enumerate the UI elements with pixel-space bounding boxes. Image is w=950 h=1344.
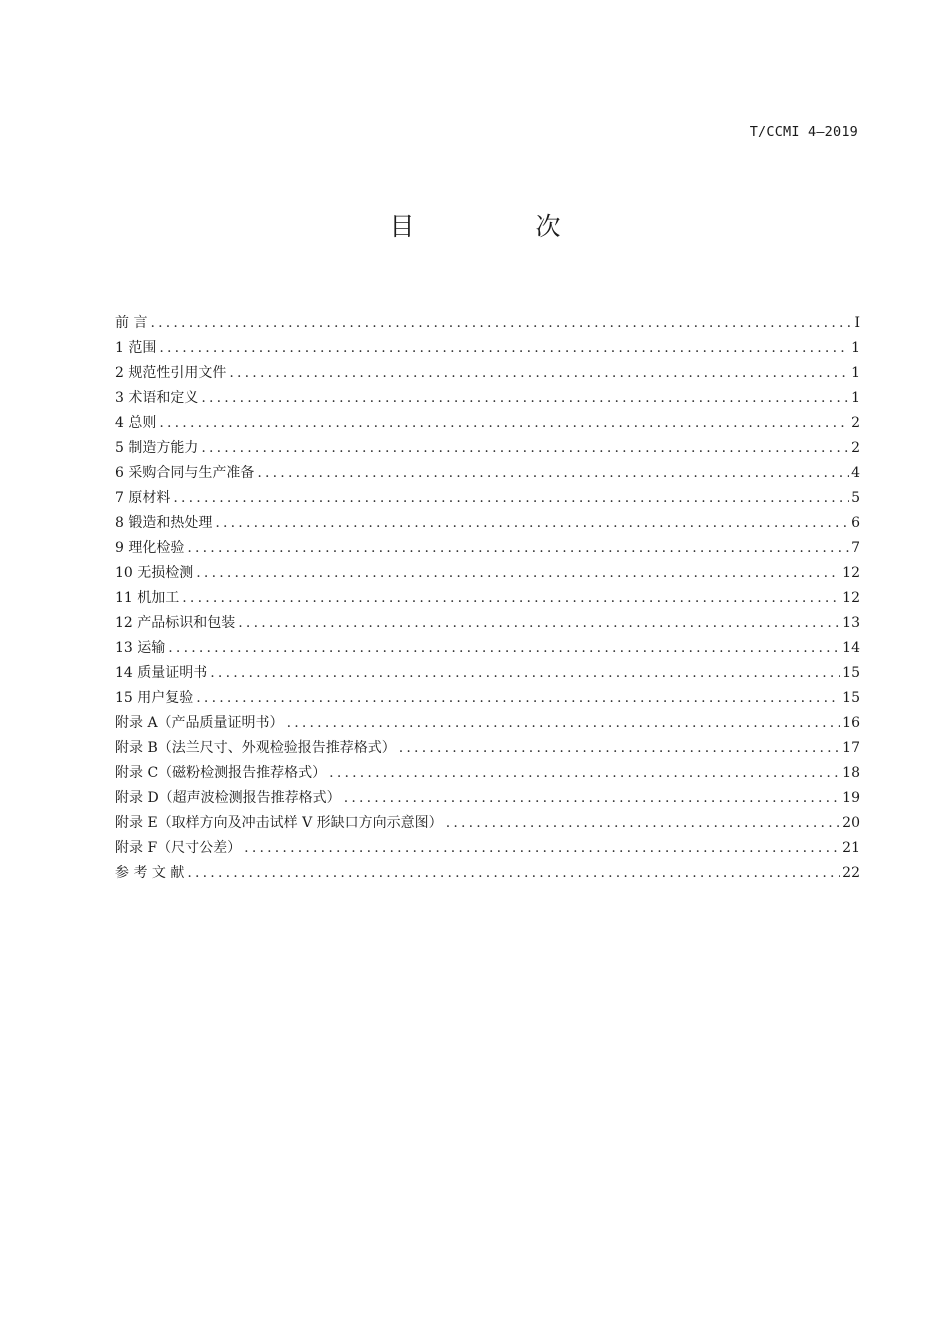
toc-entry-label: 附录 D（超声波检测报告推荐格式） [115,790,341,806]
toc-entry-label: 15 用户复验 [115,690,194,706]
document-code: T/CCMI 4—2019 [749,124,858,140]
toc-entry[interactable] [115,661,860,686]
toc-leader-dots [173,486,849,511]
toc-entry-label: 10 无损检测 [115,565,194,581]
toc-entry-label: 1 范围 [115,340,157,356]
toc-entry-label: 附录 B（法兰尺寸、外观检验报告推荐格式） [115,740,396,756]
toc-leader-dots [238,611,840,636]
toc-entry-label: 5 制造方能力 [115,440,199,456]
toc-leader-dots [344,786,840,811]
toc-entry-label: 7 原材料 [115,490,171,506]
toc-entry[interactable] [115,736,860,761]
toc-entry-label: 8 锻造和热处理 [115,515,213,531]
toc-leader-dots [196,561,840,586]
toc-entry-page: 2 [851,440,860,456]
toc-entry[interactable] [115,811,860,836]
toc-entry[interactable] [115,536,860,561]
toc-leader-dots [446,811,840,836]
toc-entry[interactable] [115,461,860,486]
toc-entry-label: 14 质量证明书 [115,665,208,681]
toc-entry[interactable] [115,586,860,611]
toc-entry-page: 12 [842,565,860,581]
toc-entry-page: 1 [851,365,860,381]
toc-entry[interactable] [115,361,860,386]
toc-entry-page: 15 [842,665,860,681]
toc-entry[interactable] [115,336,860,361]
toc-entry-page: 21 [842,840,860,856]
toc-entry-label: 附录 E（取样方向及冲击试样 V 形缺口方向示意图） [115,815,443,831]
toc-entry[interactable] [115,311,860,336]
toc-leader-dots [257,461,849,486]
toc-entry-label: 13 运输 [115,640,166,656]
table-of-contents [115,311,860,886]
toc-entry[interactable] [115,861,860,886]
toc-entry-page: 22 [842,865,860,881]
toc-leader-dots [168,636,840,661]
toc-entry[interactable] [115,761,860,786]
toc-leader-dots [159,336,849,361]
toc-entry-page: 17 [842,740,860,756]
toc-entry[interactable] [115,686,860,711]
toc-entry-label: 附录 C（磁粉检测报告推荐格式） [115,765,327,781]
toc-leader-dots [215,511,849,536]
toc-entry-label: 参 考 文 献 [115,865,185,881]
toc-entry-label: 2 规范性引用文件 [115,365,227,381]
toc-entry-page: 16 [842,715,860,731]
toc-entry[interactable] [115,511,860,536]
toc-leader-dots [244,836,840,861]
toc-leader-dots [187,536,849,561]
toc-leader-dots [329,761,840,786]
toc-entry[interactable] [115,436,860,461]
toc-leader-dots [287,711,841,736]
toc-entry-page: 7 [851,540,860,556]
toc-entry[interactable] [115,786,860,811]
toc-entry-page: 13 [842,615,860,631]
toc-entry-label: 前 言 [115,315,148,331]
toc-entry-label: 附录 F（尺寸公差） [115,840,242,856]
toc-entry-page: 19 [842,790,860,806]
toc-entry-page: 12 [842,590,860,606]
toc-entry-page: 6 [851,515,860,531]
toc-entry-label: 9 理化检验 [115,540,185,556]
toc-leader-dots [399,736,840,761]
toc-entry[interactable] [115,611,860,636]
toc-entry-page: I [854,315,860,331]
toc-leader-dots [150,311,852,336]
toc-entry[interactable] [115,411,860,436]
toc-entry-page: 14 [842,640,860,656]
toc-entry-page: 1 [851,390,860,406]
toc-entry[interactable] [115,836,860,861]
toc-entry[interactable] [115,636,860,661]
toc-entry[interactable] [115,561,860,586]
toc-entry-page: 1 [851,340,860,356]
toc-leader-dots [182,586,840,611]
toc-leader-dots [210,661,840,686]
toc-entry-page: 20 [842,815,860,831]
toc-entry-label: 4 总则 [115,415,157,431]
toc-entry-page: 2 [851,415,860,431]
toc-leader-dots [201,436,849,461]
toc-leader-dots [229,361,849,386]
toc-entry-label: 3 术语和定义 [115,390,199,406]
page-title: 目 次 [389,212,609,241]
toc-entry-label: 附录 A（产品质量证明书） [115,715,284,731]
toc-entry[interactable] [115,711,860,736]
toc-entry-label: 11 机加工 [115,590,180,606]
toc-entry-label: 6 采购合同与生产准备 [115,465,255,481]
toc-leader-dots [159,411,849,436]
toc-entry[interactable] [115,486,860,511]
toc-entry[interactable] [115,386,860,411]
toc-entry-page: 15 [842,690,860,706]
toc-entry-page: 4 [851,465,860,481]
toc-entry-page: 5 [851,490,860,506]
toc-leader-dots [201,386,849,411]
toc-leader-dots [187,861,840,886]
toc-leader-dots [196,686,840,711]
toc-entry-label: 12 产品标识和包装 [115,615,236,631]
toc-entry-page: 18 [842,765,860,781]
